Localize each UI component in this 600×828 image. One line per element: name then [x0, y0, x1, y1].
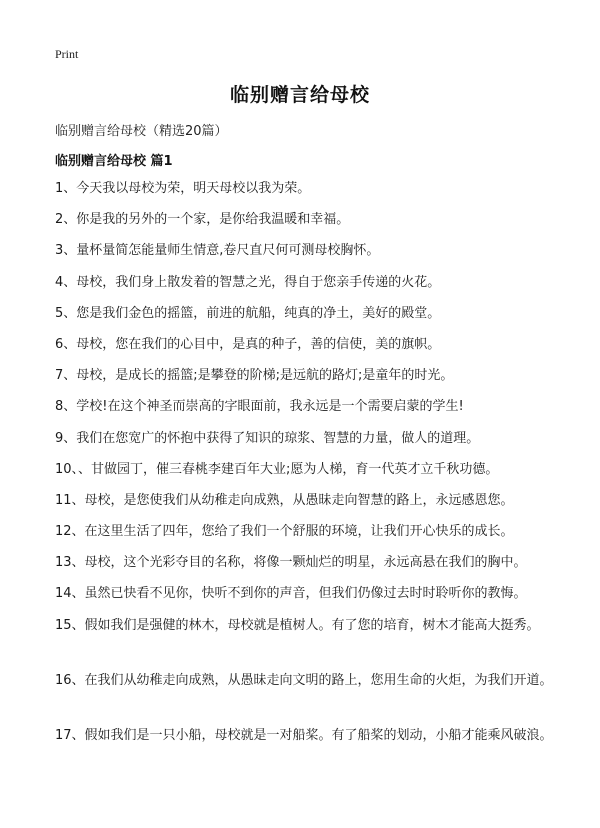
- list-item: 3、量杯量简怎能量师生情意,卷尺直尺何可测母校胸怀。: [55, 243, 380, 259]
- section-heading: 临别赠言给母校 篇1: [55, 154, 173, 169]
- list-item: 7、母校，是成长的摇篮;是攀登的阶梯;是远航的路灯;是童年的时光。: [55, 368, 454, 384]
- list-item: 11、母校，是您使我们从幼稚走向成熟，从愚昧走向智慧的路上，永远感恩您。: [55, 492, 514, 508]
- list-item: 5、您是我们金色的摇篮，前进的航船，纯真的净土，美好的殿堂。: [55, 305, 441, 321]
- list-item: 17、假如我们是一只小船，母校就是一对船桨。有了船桨的划动，小船才能乘风破浪。: [55, 727, 553, 743]
- list-item: 1、今天我以母校为荣，明天母校以我为荣。: [55, 181, 311, 196]
- entry-list: [55, 176, 555, 778]
- list-item: 6、母校，您在我们的心目中，是真的种子，善的信使，美的旗帜。: [55, 336, 441, 352]
- list-item: 4、母校，我们身上散发着的智慧之光，得自于您亲手传递的火花。: [55, 274, 441, 290]
- list-item: 16、在我们从幼稚走向成熟，从愚昧走向文明的路上，您用生命的火炬，为我们开道。: [55, 672, 553, 688]
- list-item: 8、学校!在这个神圣而崇高的字眼面前，我永远是一个需要启蒙的学生!: [55, 399, 464, 415]
- list-item: 2、你是我的另外的一个家，是你给我温暖和幸福。: [55, 212, 350, 228]
- print-label: Print: [55, 47, 79, 61]
- list-item: 14、虽然已快看不见你，快听不到你的声音，但我们仍像过去时时聆听你的教悔。: [55, 586, 527, 602]
- document-subtitle: 临别赠言给母校（精选20篇）: [55, 124, 228, 139]
- page-title: 临别赠言给母校: [229, 84, 370, 106]
- list-item: 13、母校，这个光彩夺目的名称，将像一颗灿烂的明星，永远高悬在我们的胸中。: [55, 555, 527, 571]
- list-item: 9、我们在您宽广的怀抱中获得了知识的琼浆、智慧的力量，做人的道理。: [55, 430, 480, 446]
- list-item: 12、在这里生活了四年，您给了我们一个舒服的环境，让我们开心快乐的成长。: [55, 524, 514, 540]
- list-item: 10、、甘做园丁，催三春桃李建百年大业;愿为人梯，育一代英才立千秋功德。: [55, 461, 499, 477]
- list-item: 15、假如我们是强健的林木，母校就是植树人。有了您的培育，树木才能高大挺秀。: [55, 617, 540, 633]
